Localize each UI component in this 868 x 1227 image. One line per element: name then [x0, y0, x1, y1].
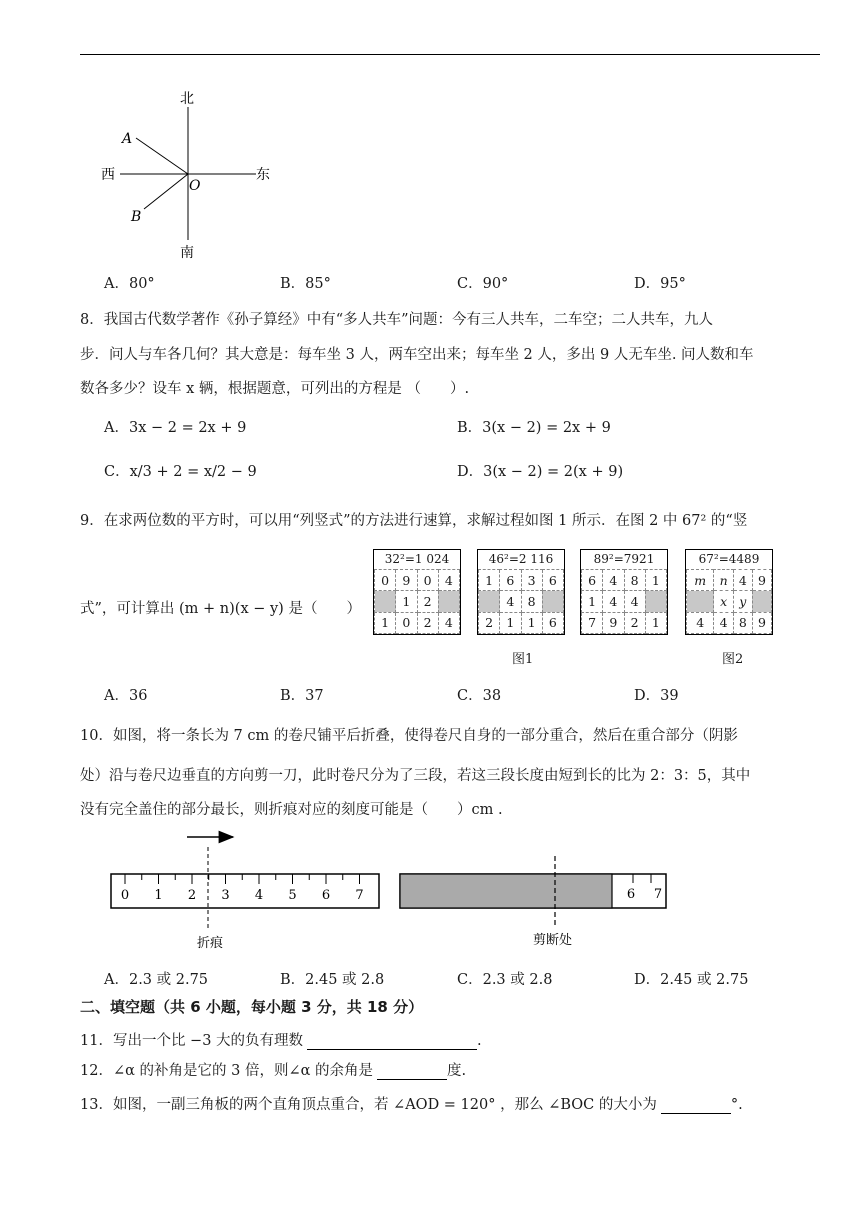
grid-cell-shaded: [438, 591, 459, 612]
figure-1-caption: 图1: [512, 652, 534, 667]
grid-cell: 0: [375, 569, 396, 590]
cut-figure: [395, 852, 675, 952]
grid-cell: 0: [417, 569, 438, 590]
grid-cell: 0: [396, 612, 417, 633]
q10-line-2: 处）沿与卷尺边垂直的方向剪一刀，此时卷尺分为了三段，若这三段长度由短到长的比为 2：3：5，其中: [80, 768, 751, 784]
grid-cell: 1: [375, 612, 396, 633]
east-label: 东: [256, 167, 270, 183]
grid-cell: 4: [714, 612, 733, 633]
q8-line-2: 步．问人与车各几何？其大意是：每车坐 3 人，两车空出来；每车坐 2 人，多出 9 人无车坐. 问人数和车: [80, 347, 754, 363]
grid-cell: 6: [542, 569, 563, 590]
q7-option-c: C．90°: [457, 276, 509, 292]
grid-cell: 3: [521, 569, 542, 590]
q13: [80, 1093, 743, 1114]
grid-cell: 1: [645, 612, 666, 633]
ruler-number: 2: [187, 888, 197, 903]
q7-option-a: A．80°: [104, 276, 155, 292]
south-label: 南: [180, 245, 194, 260]
ruler-number: 3: [221, 888, 230, 903]
grid-cell: 2: [417, 612, 438, 633]
grid-cell: 2: [417, 591, 438, 612]
section-title: 二、填空题（共 6 小题，每小题 3 分，共 18 分）: [80, 998, 424, 1016]
grid-cell: 1: [500, 612, 521, 633]
ruler-number: 7: [355, 888, 364, 903]
square-grid-4: [685, 549, 773, 635]
q13-end: °.: [730, 1097, 743, 1113]
grid-cell: 9: [603, 612, 624, 633]
grid-cell-shaded: [542, 591, 563, 612]
q11-end: .: [477, 1033, 482, 1049]
grid-cell: 6: [582, 569, 603, 590]
answer-blank[interactable]: [307, 1033, 477, 1050]
grid-cell: 4: [438, 612, 459, 633]
grid-cell: 4: [438, 569, 459, 590]
grid-cell: 8: [624, 569, 645, 590]
q9-option-b: B．37: [280, 688, 324, 704]
q9-option-c: C．38: [457, 688, 502, 704]
fold-label: 折痕: [197, 936, 224, 951]
grid-cell: 4: [603, 591, 624, 612]
grid-cell: 1: [521, 612, 542, 633]
ruler-number: 6: [321, 888, 331, 903]
grid-cell: 1: [396, 591, 417, 612]
answer-blank[interactable]: [661, 1097, 731, 1114]
ruler-number: 1: [154, 888, 163, 903]
grid-cell: 1: [645, 569, 666, 590]
q10-line-3: 没有完全盖住的部分最长，则折痕对应的刻度可能是（ ）cm .: [80, 802, 503, 818]
grid-cell: x: [714, 591, 733, 612]
point-a-label: A: [122, 131, 133, 147]
grid-cell: 4: [603, 569, 624, 590]
q12-text: 12．∠α 的补角是它的 3 倍，则∠α 的余角是: [80, 1063, 373, 1079]
answer-blank[interactable]: [377, 1063, 447, 1080]
grid-cell: 6: [500, 569, 521, 590]
q11-text: 11．写出一个比 −3 大的负有理数: [80, 1033, 304, 1049]
north-label: 北: [180, 91, 194, 107]
grid-cell: 2: [479, 612, 500, 633]
point-o-label: O: [189, 178, 201, 194]
q13-text: 13．如图，一副三角板的两个直角顶点重合，若 ∠AOD = 120° ，那么 ∠BOC 的大小为: [80, 1097, 657, 1113]
grid-cell-shaded: [375, 591, 396, 612]
grid-cell: 4: [687, 612, 714, 633]
q11: [80, 1029, 482, 1050]
q7-option-b: B．85°: [280, 276, 331, 292]
q12-end: 度.: [447, 1063, 467, 1079]
q10-option-a: A．2.3 或 2.75: [104, 972, 209, 988]
ruler-number: 4: [254, 888, 264, 903]
grid-title: 67²=4489: [687, 550, 772, 569]
grid-cell: 4: [733, 569, 752, 590]
q8-line-1: 8．我国古代数学著作《孙子算经》中有“多人共车”问题：今有三人共车，二车空；二人共车，九人: [80, 312, 714, 328]
grid-cell-shaded: [687, 591, 714, 612]
grid-cell: 8: [733, 612, 752, 633]
q8-option-a: A．3x − 2 = 2x + 9: [104, 420, 247, 436]
q8-option-c: C．x/3 + 2 = x/2 − 9: [104, 464, 257, 480]
grid-cell: n: [714, 569, 733, 590]
grid-title: 89²=7921: [582, 550, 667, 569]
q7-option-d: D．95°: [634, 276, 686, 292]
q9-option-a: A．36: [104, 688, 148, 704]
square-grid-2: [477, 549, 565, 635]
grid-cell: y: [733, 591, 752, 612]
grid-cell-shaded: [752, 591, 771, 612]
west-label: 西: [101, 167, 115, 183]
header-rule: [80, 54, 820, 55]
right-tick-label: 6: [626, 887, 636, 902]
q10-option-b: B．2.45 或 2.8: [280, 972, 385, 988]
ruler-figure: [105, 825, 385, 955]
ruler-number: 5: [288, 888, 297, 903]
grid-title: 46²=2 116: [479, 550, 564, 569]
q9-line-1: 9．在求两位数的平方时，可以用“列竖式”的方法进行速算，求解过程如图 1 所示．在图 2 中 67² 的“竖: [80, 513, 748, 529]
figure-2-caption: 图2: [722, 652, 744, 667]
grid-cell-shaded: [645, 591, 666, 612]
point-b-label: B: [131, 209, 142, 225]
grid-cell: 8: [521, 591, 542, 612]
q10-line-1: 10．如图，将一条长为 7 cm 的卷尺铺平后折叠，使得卷尺自身的一部分重合，然后在重合部分（阴影: [80, 728, 738, 744]
grid-cell: 4: [500, 591, 521, 612]
grid-cell: 9: [752, 612, 771, 633]
q9-line-2: 式”，可计算出 (m + n)(x − y) 是（ ）: [80, 601, 361, 617]
q9-option-d: D．39: [634, 688, 679, 704]
grid-cell-shaded: [479, 591, 500, 612]
q8-option-b: B．3(x − 2) = 2x + 9: [457, 420, 611, 436]
compass-figure: [98, 85, 278, 260]
grid-cell: 7: [582, 612, 603, 633]
square-grid-1: [373, 549, 461, 635]
grid-title: 32²=1 024: [375, 550, 460, 569]
grid-cell: 1: [479, 569, 500, 590]
cut-label: 剪断处: [533, 933, 573, 948]
grid-cell: 9: [396, 569, 417, 590]
grid-cell: 9: [752, 569, 771, 590]
ruler-number: 0: [120, 888, 130, 903]
grid-cell: 2: [624, 612, 645, 633]
q12: [80, 1059, 466, 1080]
q10-option-d: D．2.45 或 2.75: [634, 972, 749, 988]
q8-option-d: D．3(x − 2) = 2(x + 9): [457, 464, 624, 480]
q8-line-3: 数各多少？设车 x 辆，根据题意，可列出的方程是 （ ）.: [80, 381, 470, 397]
grid-cell: 4: [624, 591, 645, 612]
grid-cell: m: [687, 569, 714, 590]
grid-cell: 1: [582, 591, 603, 612]
q10-option-c: C．2.3 或 2.8: [457, 972, 553, 988]
right-tick-label: 7: [653, 887, 663, 902]
square-grid-3: [580, 549, 668, 635]
grid-cell: 6: [542, 612, 563, 633]
